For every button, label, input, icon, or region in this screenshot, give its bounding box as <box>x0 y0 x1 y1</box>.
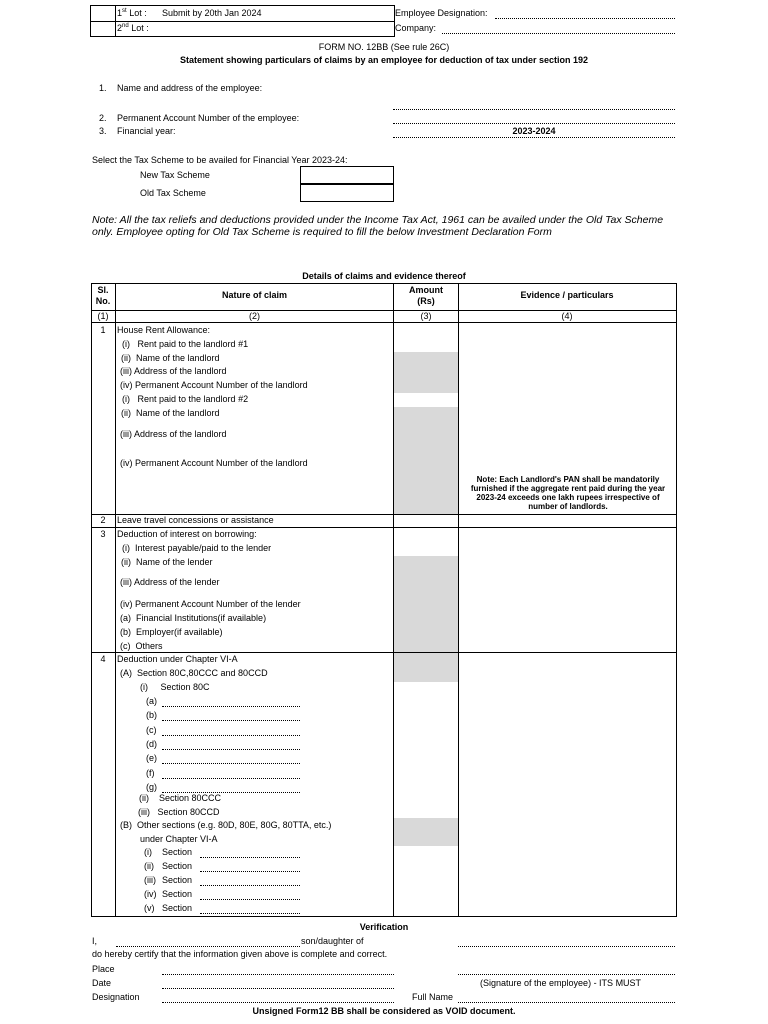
row-sl-number: 2 <box>100 515 106 525</box>
header-sl: Sl. <box>97 285 109 295</box>
other-section-label: Section <box>162 889 193 899</box>
row-claim-text: (ii) Name of the landlord <box>121 353 220 363</box>
row-line-lta <box>91 527 676 528</box>
other-section-num: (iii) <box>144 875 156 885</box>
colnum-2: (2) <box>249 311 260 321</box>
old-scheme-checkbox[interactable] <box>300 184 394 202</box>
other-section-num: (iv) <box>144 889 157 899</box>
row-claim-text: (A) Section 80C,80CCC and 80CCD <box>120 668 268 678</box>
section-80c-item-label: (c) <box>146 724 157 735</box>
section-80c-item-label: (g) <box>146 781 157 792</box>
section-80c-item-field[interactable] <box>162 720 300 721</box>
colnum-1: (1) <box>97 311 109 321</box>
row-claim-text: Leave travel concessions or assistance <box>117 515 274 525</box>
colnum-bottom-line <box>91 322 676 323</box>
col-line-1 <box>115 283 116 916</box>
verification-date-field[interactable] <box>162 988 394 989</box>
verification-name-field[interactable] <box>116 946 300 947</box>
row-claim-text: (i) Rent paid to the landlord #2 <box>122 394 249 404</box>
lot1-label: 1st Lot : <box>117 8 147 18</box>
section-80c-item-label: (f) <box>146 767 155 778</box>
row-claim-text: (ii) Section 80CCC <box>139 793 222 803</box>
col-line-2 <box>393 283 394 916</box>
other-section-label: Section <box>162 861 193 871</box>
row-claim-text: (iii) Address of the landlord <box>120 429 227 439</box>
verification-son-daughter: son/daughter of <box>301 936 364 946</box>
other-section-num: (v) <box>144 903 155 913</box>
verification-date-label: Date <box>92 978 112 988</box>
void-notice: Unsigned Form12 BB shall be considered as VOID document. <box>252 1006 516 1016</box>
verification-place-label: Place <box>92 964 115 974</box>
other-section-field[interactable] <box>200 871 300 872</box>
emp-designation-field[interactable] <box>495 18 675 19</box>
field-pan-input[interactable] <box>393 123 675 124</box>
company-label: Company: <box>395 23 437 33</box>
lot2-label: 2nd Lot : <box>117 23 149 33</box>
verification-parent-field[interactable] <box>458 946 675 947</box>
field-num-3: 3. <box>99 126 107 136</box>
verification-place-field[interactable] <box>162 974 394 975</box>
verification-i: I, <box>92 936 98 946</box>
header-evidence: Evidence / particulars <box>520 290 614 300</box>
new-scheme-label: New Tax Scheme <box>140 170 210 180</box>
col-line-3 <box>458 283 459 916</box>
header-amount: Amount <box>409 285 443 295</box>
colnum-4: (4) <box>561 311 573 321</box>
row-claim-text: (iv) Permanent Account Number of the landlord <box>120 458 308 468</box>
row-claim-text: (iii) Address of the landlord <box>120 366 227 376</box>
section-80c-item-label: (e) <box>146 753 157 764</box>
row-claim-text: under Chapter VI-A <box>140 834 218 844</box>
row-claim-text: (iii) Address of the lender <box>120 577 220 587</box>
verification-signature-field[interactable] <box>458 974 675 975</box>
row-claim-text: Deduction of interest on borrowing: <box>117 529 257 539</box>
other-section-field[interactable] <box>200 913 300 914</box>
row-sl-number: 3 <box>100 529 106 539</box>
section-80c-item-field[interactable] <box>162 792 300 793</box>
other-section-num: (ii) <box>144 861 154 871</box>
field-name-address-label: Name and address of the employee: <box>117 83 263 93</box>
verification-designation-label: Designation <box>92 992 140 1002</box>
header-no: No. <box>95 296 111 306</box>
form-statement: Statement showing particulars of claims by an employee for deduction of tax under section 192 <box>179 55 589 65</box>
row-claim-text: (i) Section 80C <box>140 682 210 692</box>
other-section-field[interactable] <box>200 899 300 900</box>
row-sl-number: 4 <box>100 654 106 664</box>
row-claim-text: (iv) Permanent Account Number of the lender <box>120 599 301 609</box>
scheme-prompt: Select the Tax Scheme to be availed for Financial Year 2023-24: <box>92 155 348 165</box>
section-80c-item-label: (a) <box>146 696 157 706</box>
amount-disabled-other <box>393 818 458 846</box>
row-claim-text: House Rent Allowance: <box>117 325 211 335</box>
other-section-label: Section <box>162 875 193 885</box>
company-field[interactable] <box>442 33 675 34</box>
row-claim-text: (iii) Section 80CCD <box>138 807 220 817</box>
row-sl-number: 1 <box>100 325 106 335</box>
other-section-label: Section <box>162 903 193 913</box>
form-number: FORM NO. 12BB (See rule 26C) <box>318 42 450 52</box>
amount-disabled-chapter6a <box>393 654 458 682</box>
section-80c-item-label: (d) <box>146 738 157 749</box>
field-fy-underline <box>393 137 675 138</box>
section-80c-item-field[interactable] <box>162 706 300 707</box>
row-claim-text: (ii) Name of the lender <box>121 557 213 567</box>
verification-fullname-field[interactable] <box>458 1002 675 1003</box>
other-section-field[interactable] <box>200 857 300 858</box>
section-80c-item-field[interactable] <box>162 749 300 750</box>
header-nature: Nature of claim <box>221 290 288 300</box>
row-claim-text: (i) Interest payable/paid to the lender <box>122 543 272 553</box>
amount-disabled-hra-1 <box>393 352 458 393</box>
verification-title: Verification <box>359 922 409 932</box>
section-80c-item-field[interactable] <box>162 735 300 736</box>
verification-designation-field[interactable] <box>162 1002 394 1003</box>
colnum-3: (3) <box>420 311 432 321</box>
section-80c-item-label: (b) <box>146 710 157 721</box>
field-fy-label: Financial year: <box>117 126 176 136</box>
row-line-interest <box>91 652 676 653</box>
table-caption: Details of claims and evidence thereof <box>302 271 466 281</box>
field-num-2: 2. <box>99 113 107 123</box>
field-pan-label: Permanent Account Number of the employee: <box>117 113 300 123</box>
amount-disabled-interest <box>393 556 458 654</box>
verification-signature-label: (Signature of the employee) - ITS MUST <box>480 978 642 988</box>
other-section-label: Section <box>162 847 193 857</box>
row-claim-text: (iv) Permanent Account Number of the landlord <box>120 380 308 390</box>
row-claim-text: Deduction under Chapter VI-A <box>117 654 238 664</box>
row-claim-text: (i) Rent paid to the landlord #1 <box>122 339 249 349</box>
field-fy-value: 2023-2024 <box>512 126 556 136</box>
verification-certify: do hereby certify that the information given above is complete and correct. <box>92 949 388 959</box>
section-80c-item-field[interactable] <box>162 778 300 779</box>
row-claim-text: (a) Financial Institutions(if available) <box>120 613 267 623</box>
old-scheme-label: Old Tax Scheme <box>140 188 206 198</box>
section-80c-item-field[interactable] <box>162 763 300 764</box>
field-name-address-input[interactable] <box>393 109 675 110</box>
emp-designation-label: Employee Designation: <box>395 8 488 18</box>
landlord-pan-note: Note: Each Landlord's PAN shall be mandatorily furnished if the aggregate rent paid during the year 2023-24 exceeds one lakh rupees irrespective of number of landlords. <box>470 475 666 511</box>
new-scheme-checkbox[interactable] <box>300 166 394 184</box>
row-claim-text: (c) Others <box>120 641 163 651</box>
row-claim-text: (B) Other sections (e.g. 80D, 80E, 80G, 80TTA, etc.) <box>120 820 332 830</box>
other-section-field[interactable] <box>200 885 300 886</box>
old-scheme-note: Note: All the tax reliefs and deductions provided under the Income Tax Act, 1961 can be availed under the Old Tax Scheme only. Employee opting for Old Tax Scheme is required to fill the below Investment Declaration Form <box>92 214 664 238</box>
field-num-1: 1. <box>99 83 107 93</box>
other-section-num: (i) <box>144 847 152 857</box>
verification-fullname-label: Full Name <box>412 992 454 1002</box>
row-claim-text: (b) Employer(if available) <box>120 627 223 637</box>
amount-disabled-hra-2 <box>393 407 458 514</box>
row-claim-text: (ii) Name of the landlord <box>121 408 220 418</box>
lot1-text: Submit by 20th Jan 2024 <box>162 8 262 18</box>
header-amount-unit: (Rs) <box>417 296 435 306</box>
